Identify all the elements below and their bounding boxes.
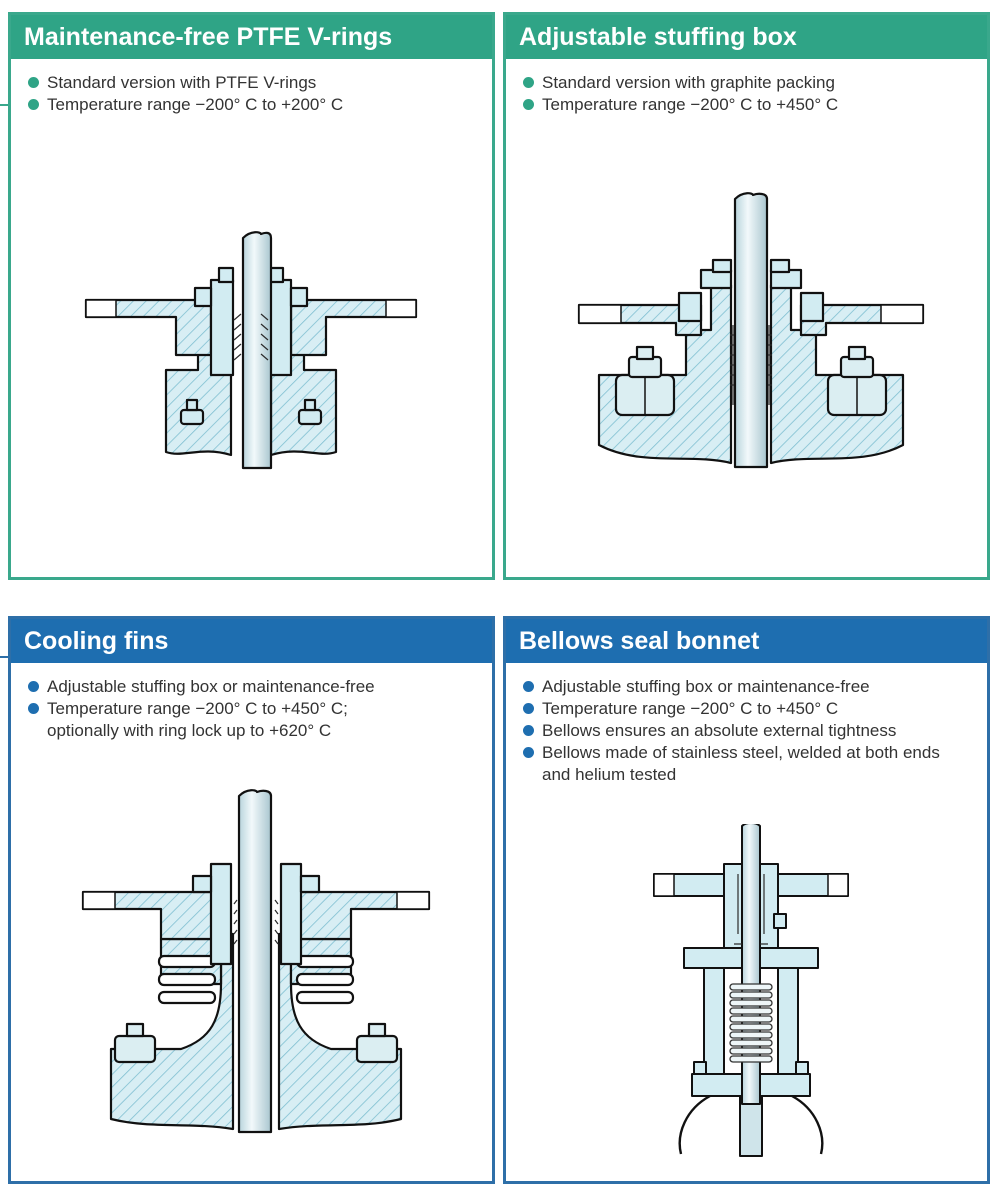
- panel-ptfe-v-rings: [8, 12, 495, 580]
- feature-list: [11, 663, 492, 742]
- cooling-fins-drawing: [71, 784, 441, 1144]
- feature-list: [506, 59, 987, 116]
- feature-list: [11, 59, 492, 116]
- feature-item: Temperature range −200° C to +450° C: [542, 94, 987, 116]
- panel-title: Cooling fins: [11, 619, 492, 663]
- feature-item: Adjustable stuffing box or maintenance-free: [542, 676, 987, 698]
- feature-item: Bellows ensures an absolute external tightness: [542, 720, 987, 742]
- connector-tick: [0, 656, 8, 658]
- feature-item: Bellows made of stainless steel, welded at both ends and helium tested: [542, 742, 952, 786]
- panel-title: Adjustable stuffing box: [506, 15, 987, 59]
- panel-title: Bellows seal bonnet: [506, 619, 987, 663]
- panel-bellows-seal-bonnet: [503, 616, 990, 1184]
- feature-item: Temperature range −200° C to +450° C: [542, 698, 987, 720]
- panel-adjustable-stuffing-box: [503, 12, 990, 580]
- feature-item: Adjustable stuffing box or maintenance-free: [47, 676, 492, 698]
- feature-item: Standard version with graphite packing: [542, 72, 987, 94]
- adjustable-stuffing-box-drawing: [571, 185, 931, 475]
- feature-item: Temperature range −200° C to +200° C: [47, 94, 492, 116]
- feature-item-continuation: optionally with ring lock up to +620° C: [47, 721, 332, 740]
- feature-item: Temperature range −200° C to +450° C;: [47, 698, 492, 720]
- ptfe-v-rings-drawing: [71, 210, 431, 470]
- feature-item: Standard version with PTFE V-rings: [47, 72, 492, 94]
- feature-list: [506, 663, 987, 786]
- bellows-seal-bonnet-drawing: [646, 824, 856, 1169]
- connector-tick: [0, 104, 8, 106]
- panel-title: Maintenance-free PTFE V-rings: [11, 15, 492, 59]
- panel-cooling-fins: [8, 616, 495, 1184]
